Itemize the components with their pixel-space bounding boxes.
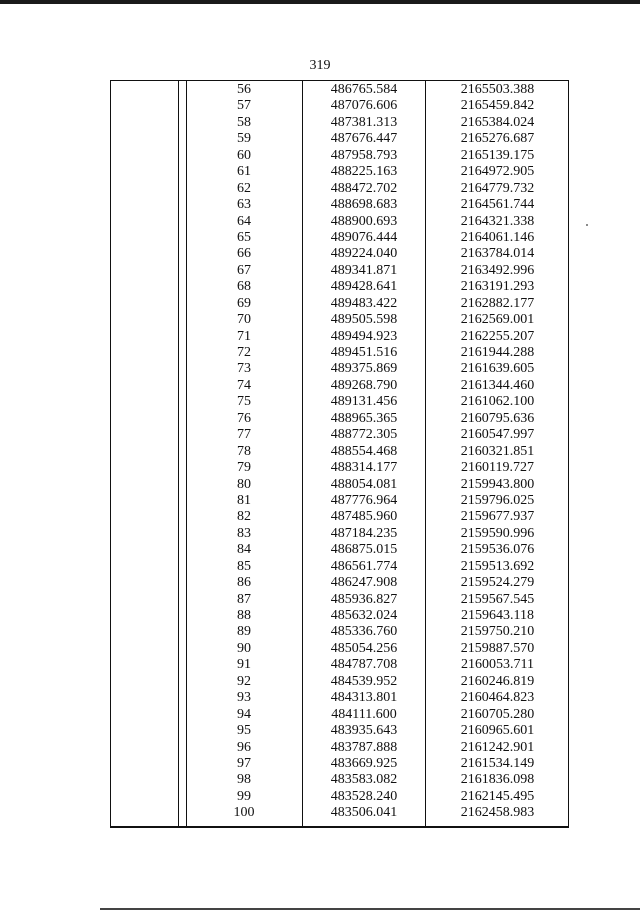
point-number: 93 xyxy=(237,690,251,706)
x-coordinate: 487958.793 xyxy=(330,147,398,163)
x-coordinate: 488698.683 xyxy=(330,197,398,213)
y-coordinate: 2163492.996 xyxy=(460,262,535,278)
table-row xyxy=(110,707,569,723)
x-coordinate: 483528.240 xyxy=(330,788,398,804)
page-number: 319 xyxy=(309,58,331,73)
x-coordinate: 488554.468 xyxy=(330,443,398,459)
point-number: 84 xyxy=(237,542,251,558)
table-row xyxy=(110,772,569,788)
table-row xyxy=(110,312,569,328)
x-coordinate: 483583.082 xyxy=(330,772,398,788)
y-coordinate: 2165384.024 xyxy=(460,114,535,130)
table-row xyxy=(110,230,569,246)
y-coordinate: 2159590.996 xyxy=(460,525,535,541)
table-row xyxy=(110,789,569,805)
y-coordinate: 2162882.177 xyxy=(460,295,535,311)
x-coordinate: 487676.447 xyxy=(330,131,398,147)
table-row xyxy=(110,740,569,756)
table-row xyxy=(110,164,569,180)
point-number: 89 xyxy=(237,624,251,640)
point-number: 62 xyxy=(237,180,251,196)
y-coordinate: 2159677.937 xyxy=(460,509,535,525)
y-coordinate: 2162145.495 xyxy=(460,788,535,804)
x-coordinate: 483935.643 xyxy=(330,723,398,739)
table-row xyxy=(110,427,569,443)
y-coordinate: 2161944.288 xyxy=(460,345,535,360)
table-row xyxy=(110,131,569,147)
point-number: 77 xyxy=(237,427,251,443)
point-number: 73 xyxy=(237,361,251,377)
table-row xyxy=(110,805,569,821)
point-number: 96 xyxy=(237,739,251,755)
table-row xyxy=(110,509,569,525)
y-coordinate: 2164779.732 xyxy=(460,180,535,196)
point-number: 75 xyxy=(237,394,251,410)
x-coordinate: 486875.015 xyxy=(330,542,398,558)
table-body xyxy=(110,82,569,822)
point-number: 87 xyxy=(237,591,251,607)
y-coordinate: 2161242.901 xyxy=(460,739,535,755)
point-number: 92 xyxy=(237,673,251,689)
point-number: 100 xyxy=(233,805,255,821)
y-coordinate: 2160547.997 xyxy=(460,427,535,443)
point-number: 90 xyxy=(237,640,251,656)
y-coordinate: 2159750.210 xyxy=(460,624,535,640)
point-number: 82 xyxy=(237,509,251,525)
y-coordinate: 2160705.280 xyxy=(460,706,535,722)
point-number: 68 xyxy=(237,279,251,295)
point-number: 76 xyxy=(237,410,251,426)
x-coordinate: 489341.871 xyxy=(330,262,398,278)
x-coordinate: 489428.641 xyxy=(330,279,398,295)
y-coordinate: 2164321.338 xyxy=(460,213,535,229)
y-coordinate: 2163784.014 xyxy=(460,246,535,262)
x-coordinate: 488965.365 xyxy=(330,410,398,426)
y-coordinate: 2163191.293 xyxy=(460,279,535,295)
x-coordinate: 486765.584 xyxy=(330,82,398,97)
table-row xyxy=(110,394,569,410)
x-coordinate: 487381.313 xyxy=(330,114,398,130)
point-number: 79 xyxy=(237,460,251,476)
table-row xyxy=(110,82,569,98)
y-coordinate: 2160119.727 xyxy=(461,460,534,476)
y-coordinate: 2162569.001 xyxy=(460,312,535,328)
x-coordinate: 489224.040 xyxy=(330,246,398,262)
table-row xyxy=(110,657,569,673)
x-coordinate: 483787.888 xyxy=(330,739,398,755)
point-number: 59 xyxy=(237,131,251,147)
x-coordinate: 485936.827 xyxy=(330,591,398,607)
table-row xyxy=(110,608,569,624)
table-row xyxy=(110,214,569,230)
point-number: 95 xyxy=(237,723,251,739)
y-coordinate: 2165276.687 xyxy=(460,131,535,147)
scan-edge-top xyxy=(0,0,640,4)
x-coordinate: 483506.041 xyxy=(330,805,398,821)
x-coordinate: 489505.598 xyxy=(330,312,398,328)
y-coordinate: 2162458.983 xyxy=(460,805,535,821)
y-coordinate: 2159513.692 xyxy=(460,558,535,574)
point-number: 66 xyxy=(237,246,251,262)
y-coordinate: 2159796.025 xyxy=(460,492,535,508)
x-coordinate: 488054.081 xyxy=(330,476,398,492)
table-row xyxy=(110,756,569,772)
y-coordinate: 2159943.800 xyxy=(460,476,535,492)
x-coordinate: 489494.923 xyxy=(330,328,398,344)
y-coordinate: 2161639.605 xyxy=(460,361,535,377)
x-coordinate: 488314.177 xyxy=(330,460,398,476)
y-coordinate: 2160464.823 xyxy=(460,690,535,706)
x-coordinate: 488900.693 xyxy=(330,213,398,229)
table-row xyxy=(110,460,569,476)
y-coordinate: 2159524.279 xyxy=(460,575,535,591)
x-coordinate: 489483.422 xyxy=(330,295,398,311)
y-coordinate: 2160246.819 xyxy=(460,673,535,689)
y-coordinate: 2161836.098 xyxy=(460,772,535,788)
point-number: 94 xyxy=(237,706,251,722)
x-coordinate: 484313.801 xyxy=(330,690,398,706)
x-coordinate: 487485.960 xyxy=(330,509,398,525)
x-coordinate: 487076.606 xyxy=(330,98,398,114)
x-coordinate: 484539.952 xyxy=(330,673,398,689)
table-row xyxy=(110,197,569,213)
y-coordinate: 2159567.545 xyxy=(460,591,535,607)
table-row xyxy=(110,493,569,509)
table-row xyxy=(110,115,569,131)
y-coordinate: 2164972.905 xyxy=(460,164,535,180)
x-coordinate: 488772.305 xyxy=(330,427,398,443)
y-coordinate: 2161344.460 xyxy=(460,377,535,393)
y-coordinate: 2160965.601 xyxy=(460,723,535,739)
y-coordinate: 2161534.149 xyxy=(460,755,535,771)
x-coordinate: 486247.908 xyxy=(330,575,398,591)
x-coordinate: 484111.600 xyxy=(331,706,397,722)
y-coordinate: 2162255.207 xyxy=(460,328,535,344)
point-number: 85 xyxy=(237,558,251,574)
table-row xyxy=(110,181,569,197)
point-number: 88 xyxy=(237,608,251,623)
x-coordinate: 489375.869 xyxy=(330,361,398,377)
point-number: 58 xyxy=(237,114,251,130)
y-coordinate: 2160053.711 xyxy=(461,657,534,673)
table-row xyxy=(110,542,569,558)
table-row xyxy=(110,526,569,542)
point-number: 57 xyxy=(237,98,251,114)
table-row xyxy=(110,477,569,493)
x-coordinate: 488225.163 xyxy=(330,164,398,180)
table-row xyxy=(110,345,569,361)
x-coordinate: 489451.516 xyxy=(330,345,398,360)
table-row xyxy=(110,723,569,739)
y-coordinate: 2160795.636 xyxy=(460,410,535,426)
x-coordinate: 485336.760 xyxy=(330,624,398,640)
table-row xyxy=(110,263,569,279)
table-row xyxy=(110,378,569,394)
scan-edge-bottom xyxy=(100,908,640,910)
point-number: 67 xyxy=(237,262,251,278)
x-coordinate: 489268.790 xyxy=(330,377,398,393)
x-coordinate: 485632.024 xyxy=(330,608,398,623)
y-coordinate: 2165459.842 xyxy=(460,98,535,114)
point-number: 98 xyxy=(237,772,251,788)
y-coordinate: 2159643.118 xyxy=(461,608,534,623)
x-coordinate: 489131.456 xyxy=(330,394,398,410)
point-number: 71 xyxy=(237,328,251,344)
point-number: 83 xyxy=(237,525,251,541)
x-coordinate: 484787.708 xyxy=(330,657,398,673)
point-number: 60 xyxy=(237,147,251,163)
table-row xyxy=(110,674,569,690)
y-coordinate: 2160321.851 xyxy=(460,443,535,459)
point-number: 86 xyxy=(237,575,251,591)
table-row xyxy=(110,329,569,345)
table-row xyxy=(110,575,569,591)
scan-speck xyxy=(586,224,588,226)
y-coordinate: 2164061.146 xyxy=(460,229,535,245)
y-coordinate: 2161062.100 xyxy=(460,394,535,410)
table-row xyxy=(110,444,569,460)
table-row xyxy=(110,592,569,608)
point-number: 72 xyxy=(237,345,251,360)
point-number: 65 xyxy=(237,229,251,245)
table-row xyxy=(110,246,569,262)
x-coordinate: 489076.444 xyxy=(330,229,398,245)
table-row xyxy=(110,148,569,164)
point-number: 97 xyxy=(237,755,251,771)
y-coordinate: 2164561.744 xyxy=(460,197,535,213)
table-row xyxy=(110,361,569,377)
point-number: 70 xyxy=(237,312,251,328)
y-coordinate: 2165503.388 xyxy=(460,82,535,97)
point-number: 56 xyxy=(237,82,251,97)
point-number: 80 xyxy=(237,476,251,492)
table-row xyxy=(110,641,569,657)
table-row xyxy=(110,98,569,114)
point-number: 91 xyxy=(237,657,251,673)
point-number: 78 xyxy=(237,443,251,459)
table-row xyxy=(110,411,569,427)
point-number: 69 xyxy=(237,295,251,311)
y-coordinate: 2159887.570 xyxy=(460,640,535,656)
point-number: 64 xyxy=(237,213,251,229)
y-coordinate: 2159536.076 xyxy=(460,542,535,558)
table-row xyxy=(110,624,569,640)
x-coordinate: 486561.774 xyxy=(330,558,398,574)
x-coordinate: 483669.925 xyxy=(330,755,398,771)
point-number: 99 xyxy=(237,788,251,804)
point-number: 61 xyxy=(237,164,251,180)
point-number: 81 xyxy=(237,492,251,508)
table-row xyxy=(110,296,569,312)
point-number: 74 xyxy=(237,377,251,393)
point-number: 63 xyxy=(237,197,251,213)
x-coordinate: 487184.235 xyxy=(330,525,398,541)
x-coordinate: 488472.702 xyxy=(330,180,398,196)
table-row xyxy=(110,559,569,575)
y-coordinate: 2165139.175 xyxy=(460,147,535,163)
x-coordinate: 487776.964 xyxy=(330,492,398,508)
table-row xyxy=(110,690,569,706)
x-coordinate: 485054.256 xyxy=(330,640,398,656)
table-row xyxy=(110,279,569,295)
